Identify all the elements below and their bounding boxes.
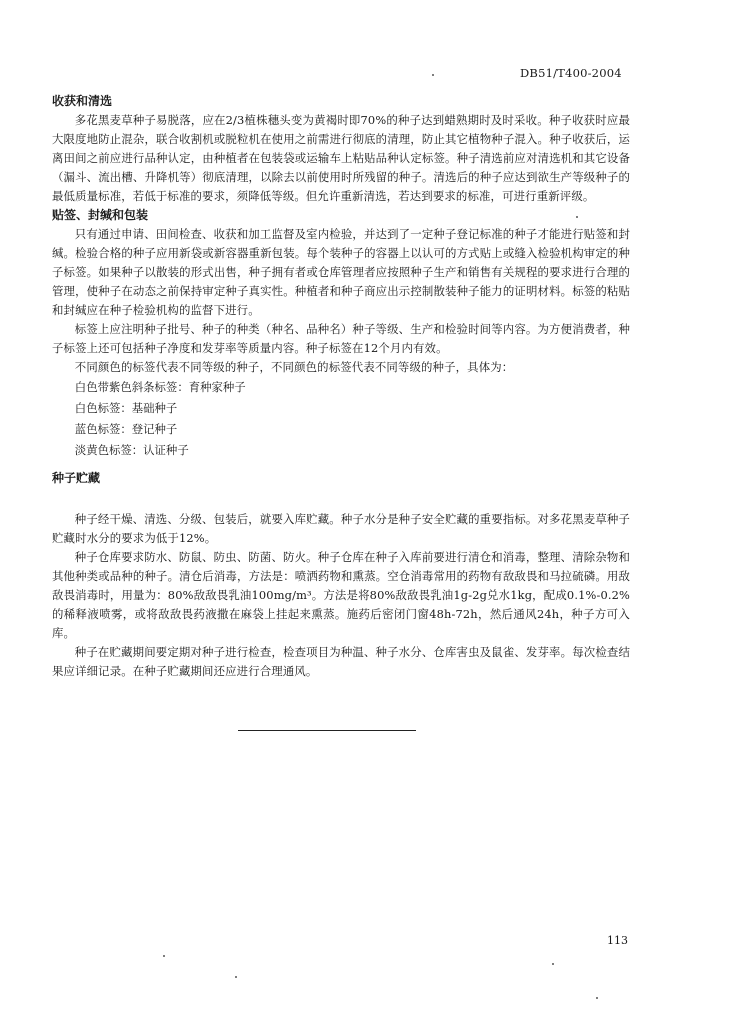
label-color-list <box>52 377 630 461</box>
paragraph: 多花黑麦草种子易脱落，应在2/3植株穗头变为黄褐时即70%的种子达到蜡熟期时及时采收。种子收获时应最大限度地防止混杂，联合收割机或脱粒机在使用之前需进行彻底的清理，防止其它植物种子混入。种子收获后，运离田间之前应进行品种认定，由种植者在包装袋或运输车上粘贴品种认定标签。种子清选前应对清选机和其它设备（漏斗、流出槽、升降机等）彻底清理，以除去以前使用时所残留的种子。清选后的种子应达到欲生产等级种子的最低质量标准，若低于标准的要求，须降低等级。但允许重新清选，若达到要求的标准，可进行重新评级。 <box>52 113 630 203</box>
label-list-item: 白色标签：基础种子 <box>74 401 178 415</box>
document-body <box>52 92 630 681</box>
end-rule <box>238 730 416 731</box>
paragraph: 只有通过申请、田间检查、收获和加工监督及室内检验，并达到了一定种子登记标准的种子才能进行贴签和封缄。检验合格的种子应用新袋或新容器重新包装。每个装种子的容器上以认可的方式贴上或缝入检验机构审定的种子标签。如果种子以散装的形式出售，种子拥有者或仓库管理者应按照种子生产和销售有关规程的要求进行合理的管理，使种子在动态之前保持审定种子真实性。种植者和种子商应出示控制散装种子能力的证明材料。标签的粘贴和封缄应在种子检验机构的监督下进行。 <box>52 227 630 317</box>
paragraph: 不同颜色的标签代表不同等级的种子，不同颜色的标签代表不同等级的种子，具体为： <box>74 360 514 374</box>
paragraph: 种子仓库要求防水、防鼠、防虫、防菌、防火。种子仓库在种子入库前要进行清仓和消毒，整理、清除杂物和其他种类或品种的种子。清仓后消毒，方法是：喷洒药物和熏蒸。空仓消毒常用的药物有敌敌畏和马拉硫磷。用敌敌畏消毒时，用量为：80%敌敌畏乳油100mg/m³。方法是将80%敌敌畏乳油1g-2g兑水1kg，配成0.1%-0.2%的稀释液喷雾，或将敌敌畏药液撒在麻袋上挂起来熏蒸。施药后密闭门窗48h-72h，然后通风24h，种子方可入库。 <box>52 550 630 640</box>
section-heading-harvest-cleaning: 收获和清选 <box>52 94 113 108</box>
section-heading-seed-storage: 种子贮藏 <box>52 471 101 485</box>
paragraph: 种子在贮藏期间要定期对种子进行检查，检查项目为种温、种子水分、仓库害虫及鼠雀、发芽率。每次检查结果应详细记录。在种子贮藏期间还应进行合理通风。 <box>52 645 630 678</box>
paragraph: 种子经干燥、清选、分级、包装后，就要入库贮藏。种子水分是种子安全贮藏的重要指标。对多花黑麦草种子贮藏时水分的要求为低于12%。 <box>52 512 630 545</box>
scan-speck <box>576 216 578 218</box>
label-list-item: 蓝色标签：登记种子 <box>74 422 178 436</box>
scan-speck <box>163 955 165 957</box>
label-list-item: 淡黄色标签：认证种子 <box>74 443 189 457</box>
scan-speck <box>235 976 237 978</box>
section-heading-labeling-sealing-packaging: 贴签、封缄和包装 <box>52 208 149 222</box>
scan-speck <box>552 963 554 965</box>
scan-speck <box>596 997 598 999</box>
label-list-item: 白色带紫色斜条标签：育种家种子 <box>74 380 246 394</box>
scan-speck <box>432 74 434 76</box>
paragraph: 标签上应注明种子批号、种子的种类（种名、品种名）种子等级、生产和检验时间等内容。为方便消费者，种子标签上还可包括种子净度和发芽率等质量内容。种子标签在12个月内有效。 <box>52 322 630 355</box>
document-code: DB51/T400-2004 <box>520 66 622 80</box>
page-number: 113 <box>607 934 628 947</box>
